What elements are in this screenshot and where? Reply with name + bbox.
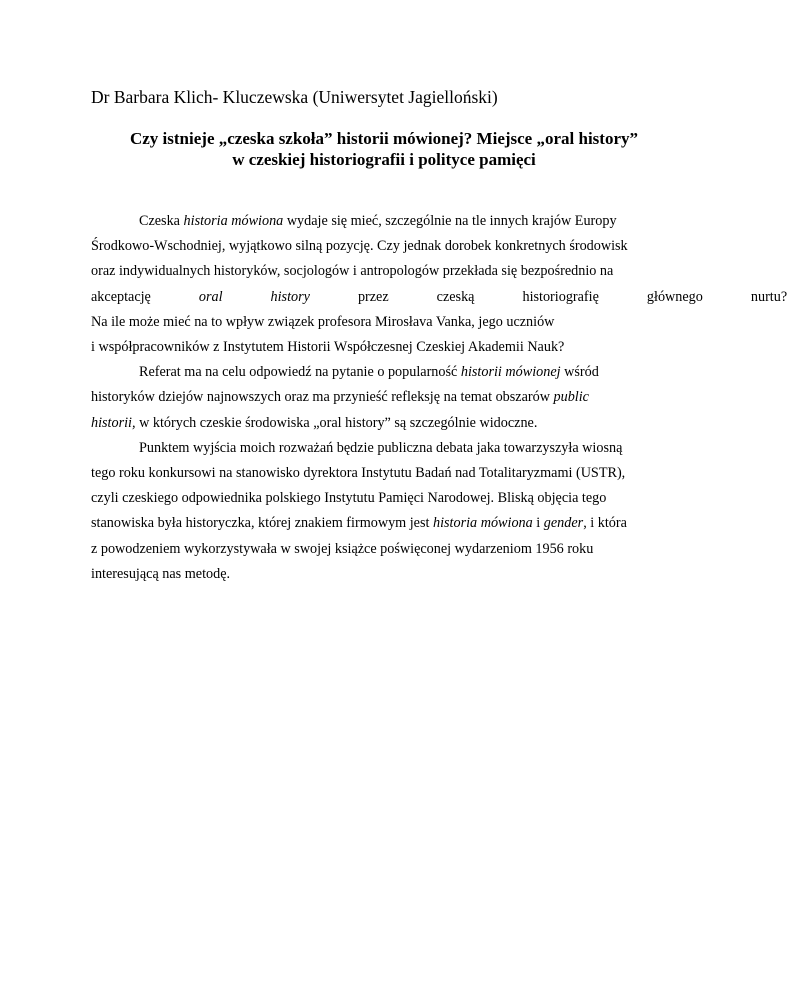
paragraph-2-line-1 xyxy=(91,360,679,385)
paragraph-2-line-2 xyxy=(43,385,679,410)
paragraph-1-line-1 xyxy=(91,209,679,234)
text-run: wydaje się mieć, szczególnie na tle innych krajów Europy xyxy=(283,213,617,229)
title-line-2: w czeskiej historiografii i polityce pamięci xyxy=(232,150,536,169)
paragraph-3-line-4 xyxy=(43,511,679,536)
italic-text-run: historii mówionej xyxy=(460,364,561,381)
text-run: stanowiska była historyczka, której znakiem firmowym jest xyxy=(91,515,433,532)
word: historiografię xyxy=(522,288,599,305)
word: głównego xyxy=(646,288,703,305)
paragraph-1 xyxy=(91,209,787,360)
paragraph-3-line-1: Punktem wyjścia moich rozważań będzie publiczna debata jaka towarzyszyła wiosną xyxy=(139,439,623,456)
word: akceptację xyxy=(91,288,151,305)
word: nurtu? xyxy=(750,288,787,305)
text-run: i xyxy=(532,515,544,532)
paragraph-1-line-3: oraz indywidualnych historyków, socjologów i antropologów przekłada się bezpośrednio na xyxy=(91,263,614,280)
italic-text-run: gender xyxy=(543,515,584,532)
italic-text-run: public xyxy=(553,389,589,406)
word: przez xyxy=(357,288,389,305)
text-run: , i która xyxy=(583,515,627,532)
italic-text-run: historia mówiona xyxy=(433,515,533,532)
italic-word: history xyxy=(270,288,310,305)
document-body xyxy=(91,209,787,587)
italic-word: oral xyxy=(198,288,223,305)
title-line-1: Czy istnieje „czeska szkoła” historii mówionej? Miejsce „oral history” xyxy=(129,129,639,148)
paragraph-2 xyxy=(91,360,679,436)
text-run: w których czeskie środowiska „oral history” są szczególnie widoczne. xyxy=(135,414,538,431)
paragraph-3 xyxy=(91,436,679,587)
text-run: Czeska xyxy=(139,213,184,229)
paragraph-1-line-5: Na ile może mieć na to wpływ związek profesora Mirosłava Vanka, jego uczniów xyxy=(91,313,555,330)
word: czeską xyxy=(436,288,475,305)
italic-text-run: historii, xyxy=(91,414,136,431)
paragraph-3-line-5: z powodzeniem wykorzystywała w swojej książce poświęconej wydarzeniom 1956 roku xyxy=(91,540,594,557)
text-run: historyków dziejów najnowszych oraz ma przynieść refleksję na temat obszarów xyxy=(91,389,554,406)
paragraph-3-line-2: tego roku konkursowi na stanowisko dyrektora Instytutu Badań nad Totalitaryzmami (USTR), xyxy=(91,465,626,482)
paragraph-1-line-4 xyxy=(43,285,787,310)
paragraph-1-line-6: i współpracowników z Instytutem Historii Współczesnej Czeskiej Akademii Nauk? xyxy=(91,339,565,356)
text-run: wśród xyxy=(560,364,599,381)
document-title xyxy=(60,128,708,170)
paragraph-3-line-6: interesującą nas metodę. xyxy=(91,565,231,582)
paragraph-1-line-2: Środkowo-Wschodniej, wyjątkowo silną pozycję. Czy jednak dorobek konkretnych środowisk xyxy=(91,238,628,255)
paragraph-2-line-3 xyxy=(43,411,679,436)
text-run: Referat ma na celu odpowiedź na pytanie o popularność xyxy=(139,364,461,381)
paragraph-3-line-3: czyli czeskiego odpowiednika polskiego Instytutu Pamięci Narodowej. Bliską objęcia tego xyxy=(91,490,607,507)
author-line: Dr Barbara Klich- Kluczewska (Uniwersytet Jagielloński) xyxy=(91,87,498,107)
italic-text-run: historia mówiona xyxy=(183,213,284,229)
